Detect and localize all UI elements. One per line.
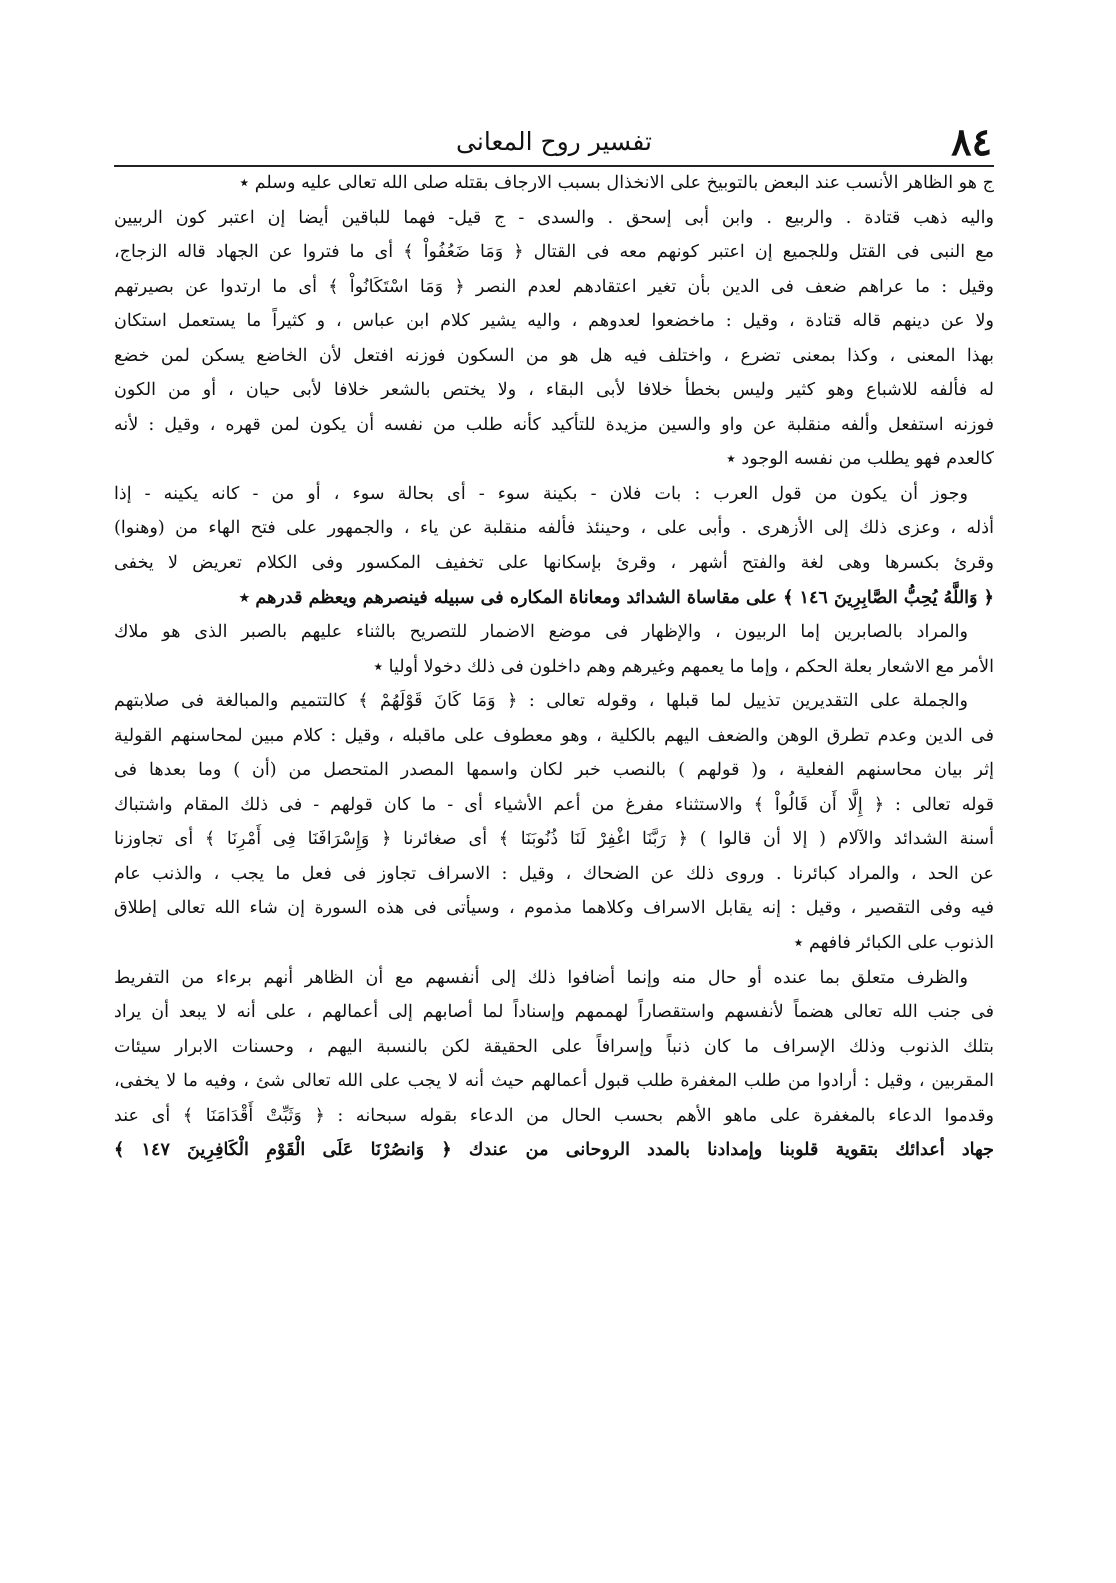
text-line: أذله ، وعزى ذلك إلى الأزهرى . وأبى على ، وحينئذ فألفه منقلبة عن ياء ، والجمهور على فتح الهاء من (وهنوا) xyxy=(114,518,994,539)
text-line: المقربين ، وقيل : أرادوا من طلب المغفرة طلب قبول أعمالهم حيث أنه لا يجب على الله تعالى شئ ، وفيه ما لا يخفى، xyxy=(114,1071,994,1092)
body-text xyxy=(114,166,994,1168)
text-line: وقدموا الدعاء بالمغفرة على ماهو الأهم بحسب الحال من الدعاء بقوله سبحانه : ﴿ وَثَبِّتْ أَقْدَامَنَا ﴾ أى عند xyxy=(114,1105,994,1126)
text-line: بتلك الذنوب وذلك الإسراف ما كان ذنباً وإسرافاً على الحقيقة لكن بالنسبة اليهم ، وحسنات الابرار سيئات xyxy=(114,1036,994,1057)
text-line: مع النبى فى القتل وللجميع إن اعتبر كونهم معه فى القتال ﴿ وَمَا ضَعُفُواْ ﴾ أى ما فتروا عن الجهاد قاله الزجاج، xyxy=(114,242,994,263)
text-line: فى الدين وعدم تطرق الوهن والضعف اليهم بالكلية ، وهو معطوف على ماقبله ، وقيل : كلام مبين لمحاسنهم القولية xyxy=(114,725,994,746)
page-number: ٨٤ xyxy=(951,119,992,164)
text-line: إثر بيان محاسنهم الفعلية ، و( قولهم ) بالنصب خبر لكان واسمها المصدر المتحصل من (أن ) وما بعدها فى xyxy=(114,760,994,781)
text-line: والجملة على التقديرين تذييل لما قبلها ، وقوله تعالى : ﴿ وَمَا كَانَ قَوْلَهُمْ ﴾ كالتتميم والمبالغة فى صلابتهم xyxy=(114,691,968,712)
text-line: له فألفه للاشباع وهو كثير وليس بخطأ خلافا لأبى البقاء ، ولا يختص بالشعر خلافا لأبى حيان ، أو من الكون xyxy=(114,380,994,401)
text-line: الذنوب على الكبائر فافهم ٭ xyxy=(793,933,994,954)
text-line: عن الحد ، والمراد كبائرنا . وروى ذلك عن الضحاك ، وقيل : الاسراف تجاوز فى فعل ما يجب ، والذنب عام xyxy=(114,863,994,884)
text-line: وقرئ بكسرها وهى لغة والفتح أشهر ، وقرئ بإسكانها على تخفيف المكسور وفى الكلام تعريض لا يخفى xyxy=(114,553,994,574)
text-line: جهاد أعدائك بتقوية قلوبنا وإمدادنا بالمدد الروحانى من عندك ﴿ وَانصُرْنَا عَلَى الْقَوْمِ الْكَافِرِينَ ١٤٧ ﴾ xyxy=(114,1139,994,1161)
text-line: بهذا المعنى ، وكذا بمعنى تضرع ، واختلف فيه هل هو من السكون فوزنه افتعل لأن الخاضع يسكن لمن خضع xyxy=(114,345,994,366)
text-line: والمراد بالصابرين إما الربيون ، والإظهار فى موضع الاضمار للتصريح بالثناء عليهم بالصبر الذى هو ملاك xyxy=(114,622,968,643)
text-line: الأمر مع الاشعار بعلة الحكم ، وإما ما يعمهم وغيرهم وهم داخلون فى ذلك دخولا أوليا ٭ xyxy=(373,656,994,677)
text-line: وقيل : ما عراهم ضعف فى الدين بأن تغير اعتقادهم لعدم النصر ﴿ وَمَا اسْتَكَانُواْ ﴾ أى ما ارتدوا عن بصيرتهم xyxy=(114,276,994,297)
text-line: فيه وفى التقصير ، وقيل : إنه يقابل الاسراف وكلاهما مذموم ، وسيأتى فى هذه السورة إن شاء الله تعالى إطلاق xyxy=(114,898,994,919)
text-line: فى جنب الله تعالى هضماً لأنفسهم واستقصاراً لهممهم وإسناداً لما أصابهم إلى أعمالهم ، على أنه لا يبعد أن يراد xyxy=(114,1002,994,1023)
text-line: كالعدم فهو يطلب من نفسه الوجود ٭ xyxy=(726,449,994,470)
text-line: ولا عن دينهم قاله قتادة ، وقيل : ماخضعوا لعدوهم ، واليه يشير كلام ابن عباس ، و كثيراً ما يستعمل استكان xyxy=(114,311,994,332)
text-line: واليه ذهب قتادة . والربيع . وابن أبى إسحق . والسدى - ج قيل- فهما للباقين أيضا إن اعتبر كون الربيين xyxy=(114,207,994,228)
text-line: قوله تعالى : ﴿ إِلَّا أَن قَالُواْ ﴾ والاستثناء مفرغ من أعم الأشياء أى - ما كان قولهم - فى ذلك المقام واشتباك xyxy=(114,794,994,815)
running-title: تفسير روح المعانى xyxy=(456,127,652,156)
text-line: ج هو الظاهر الأنسب عند البعض بالتوبيخ على الانخذال بسبب الارجاف بقتله صلى الله تعالى عليه وسلم ٭ xyxy=(239,173,994,193)
text-line: ﴿ وَاللَّهُ يُحِبُّ الصَّابِرِينَ ١٤٦ ﴾ على مقاساة الشدائد ومعاناة المكاره فى سبيله فينصرهم ويعظم قدرهم ٭ xyxy=(239,586,994,608)
text-line: فوزنه استفعل وألفه منقلبة عن واو والسين مزيدة للتأكيد كأنه طلب من نفسه أن يكون لمن قهره ، وقيل : لأنه xyxy=(114,414,994,435)
text-line: والظرف متعلق بما عنده أو حال منه وإنما أضافوا ذلك إلى أنفسهم مع أن الظاهر أنهم برءاء من التفريط xyxy=(114,967,968,988)
page-header xyxy=(116,118,992,166)
text-line: وجوز أن يكون من قول العرب : بات فلان - بكينة سوء - أى بحالة سوء ، أو من - كانه يكينه - إذا xyxy=(114,483,968,504)
text-line: أسنة الشدائد والآلام ( إلا أن قالوا ) ﴿ رَبَّنَا اغْفِرْ لَنَا ذُنُوبَنَا ﴾ أى صغائرنا ﴿ وَإِسْرَافَنَا فِى أَمْرِنَا ﴾ أى تجاوزنا xyxy=(114,829,994,850)
